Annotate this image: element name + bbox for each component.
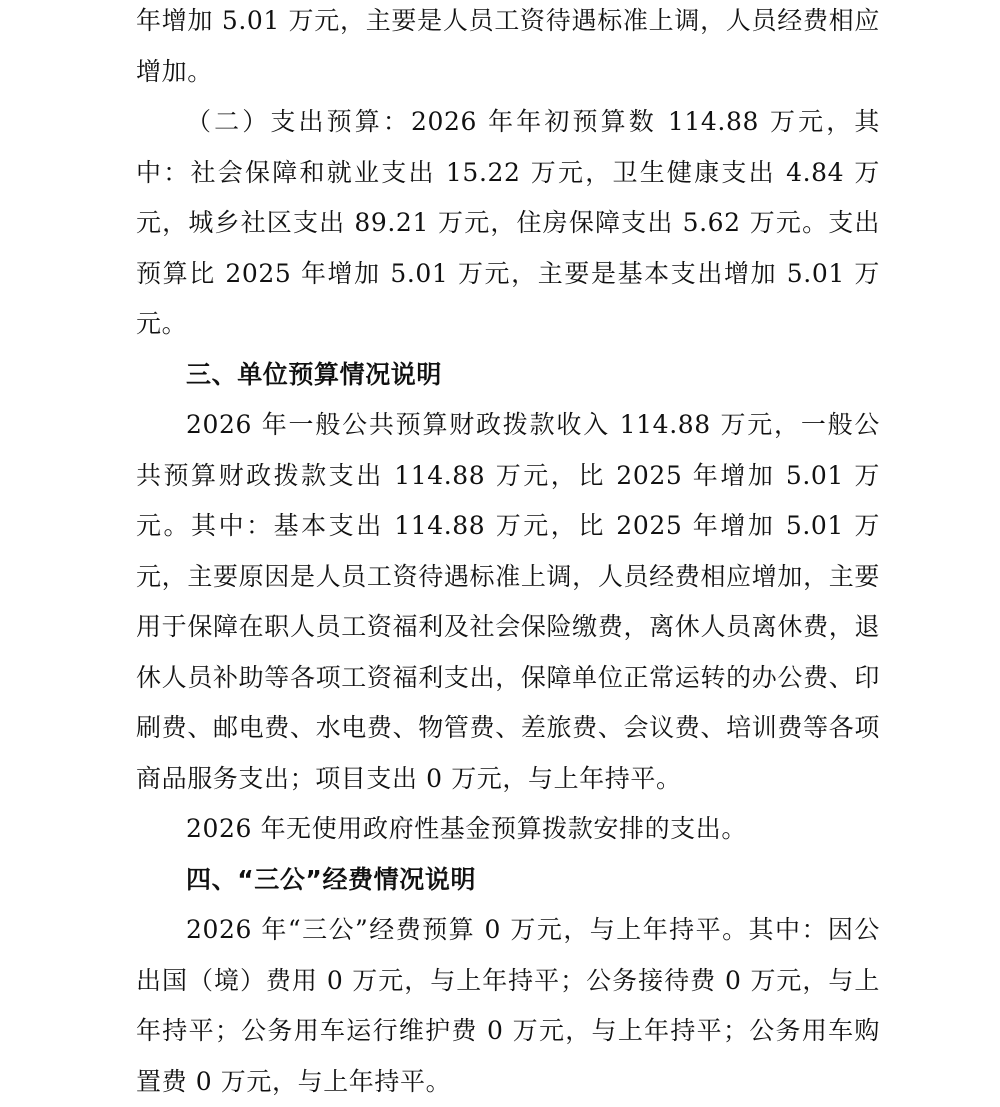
document-page bbox=[136, 0, 880, 1107]
paragraph-expenditure-budget: （二）支出预算：2026 年年初预算数 114.88 万元，其中：社会保障和就业支出 15.22 万元，卫生健康支出 4.84 万元，城乡社区支出 89.21 万元，住房保障支出 5.62 万元。支出预算比 2025 年增加 5.01 万元，主要是基本支出增加 5.01 万元。 bbox=[136, 107, 880, 338]
paragraph-general-public-budget: 2026 年一般公共预算财政拨款收入 114.88 万元，一般公共预算财政拨款支出 114.88 万元，比 2025 年增加 5.01 万元。其中：基本支出 114.88 万元，比 2025 年增加 5.01 万元，主要原因是人员工资待遇标准上调，人员经费相应增加，主要用于保障在职人员工资福利及社会保险缴费，离休人员离休费，退休人员补助等各项工资福利支出，保障单位正常运转的办公费、印刷费、邮电费、水电费、物管费、差旅费、会议费、培训费等各项商品服务支出；项目支出 0 万元，与上年持平。 bbox=[136, 410, 880, 793]
section-heading-unit-budget: 三、单位预算情况说明 bbox=[186, 359, 443, 389]
paragraph-three-public-expenses: 2026 年“三公”经费预算 0 万元，与上年持平。其中：因公出国（境）费用 0 万元，与上年持平；公务接待费 0 万元，与上年持平；公务用车运行维护费 0 万元，与上年持平；公务用车购置费 0 万元，与上年持平。 bbox=[136, 915, 880, 1096]
section-heading-three-public: 四、“三公”经费情况说明 bbox=[186, 864, 477, 894]
paragraph-government-fund: 2026 年无使用政府性基金预算拨款安排的支出。 bbox=[186, 814, 747, 843]
paragraph-personnel-increase: 年增加 5.01 万元，主要是人员工资待遇标准上调，人员经费相应增加。 bbox=[136, 6, 880, 86]
